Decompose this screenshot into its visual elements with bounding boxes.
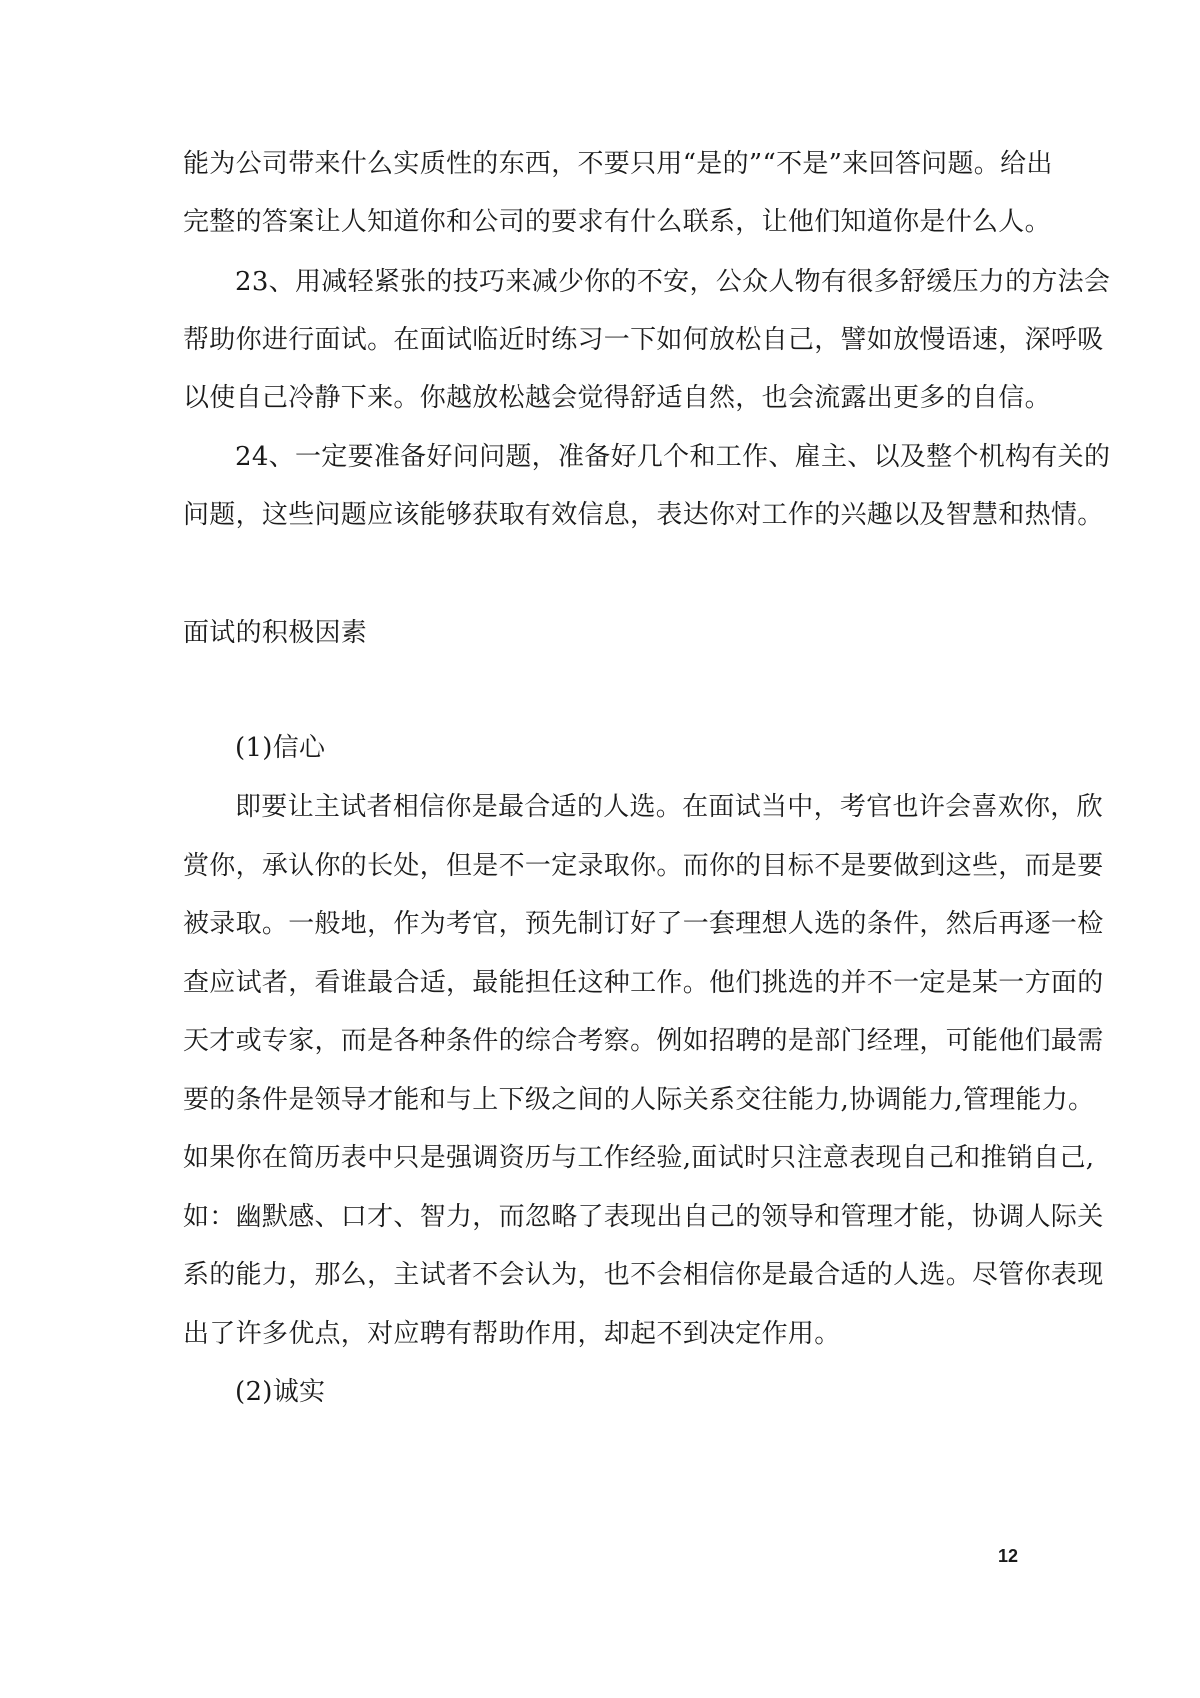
paragraph-line: 问题，这些问题应该能够获取有效信息，表达你对工作的兴趣以及智慧和热情。: [183, 500, 1104, 530]
paragraph-line: 系的能力，那么，主试者不会认为，也不会相信你是最合适的人选。尽管你表现: [183, 1260, 1104, 1290]
page-number: 12: [997, 1546, 1018, 1566]
paragraph-line: 出了许多优点，对应聘有帮助作用，却起不到决定作用。: [183, 1319, 841, 1349]
paragraph-line: 以使自己冷静下来。你越放松越会觉得舒适自然，也会流露出更多的自信。: [183, 383, 1051, 413]
paragraph-line: 能为公司带来什么实质性的东西，不要只用“是的”“不是”来回答问题。给出: [183, 149, 1053, 179]
paragraph-line: 查应试者，看谁最合适，最能担任这种工作。他们挑选的并不一定是某一方面的: [183, 968, 1104, 998]
paragraph-line: 23、用减轻紧张的技巧来减少你的不安，公众人物有很多舒缓压力的方法会: [235, 267, 1111, 297]
paragraph-line: 赏你，承认你的长处，但是不一定录取你。而你的目标不是要做到这些，而是要: [183, 851, 1104, 881]
subsection-heading: (2)诚实: [235, 1377, 326, 1407]
paragraph-line: 要的条件是领导才能和与上下级之间的人际关系交往能力,协调能力,管理能力。: [183, 1085, 1095, 1115]
paragraph-line: 帮助你进行面试。在面试临近时练习一下如何放松自己，譬如放慢语速，深呼吸: [183, 325, 1104, 355]
subsection-heading: (1)信心: [235, 733, 326, 763]
paragraph-line: 天才或专家，而是各种条件的综合考察。例如招聘的是部门经理，可能他们最需: [183, 1026, 1104, 1056]
section-heading: 面试的积极因素: [183, 618, 368, 648]
paragraph-line: 24、一定要准备好问问题，准备好几个和工作、雇主、以及整个机构有关的: [235, 442, 1111, 472]
paragraph-line: 如果你在简历表中只是强调资历与工作经验,面试时只注意表现自己和推销自己,: [183, 1143, 1095, 1173]
paragraph-line: 即要让主试者相信你是最合适的人选。在面试当中，考官也许会喜欢你，欣: [235, 792, 1103, 822]
paragraph-line: 如：幽默感、口才、智力，而忽略了表现出自己的领导和管理才能，协调人际关: [183, 1202, 1104, 1232]
paragraph-line: 被录取。一般地，作为考官，预先制订好了一套理想人选的条件，然后再逐一检: [183, 909, 1104, 939]
paragraph-line: 完整的答案让人知道你和公司的要求有什么联系，让他们知道你是什么人。: [183, 207, 1051, 237]
